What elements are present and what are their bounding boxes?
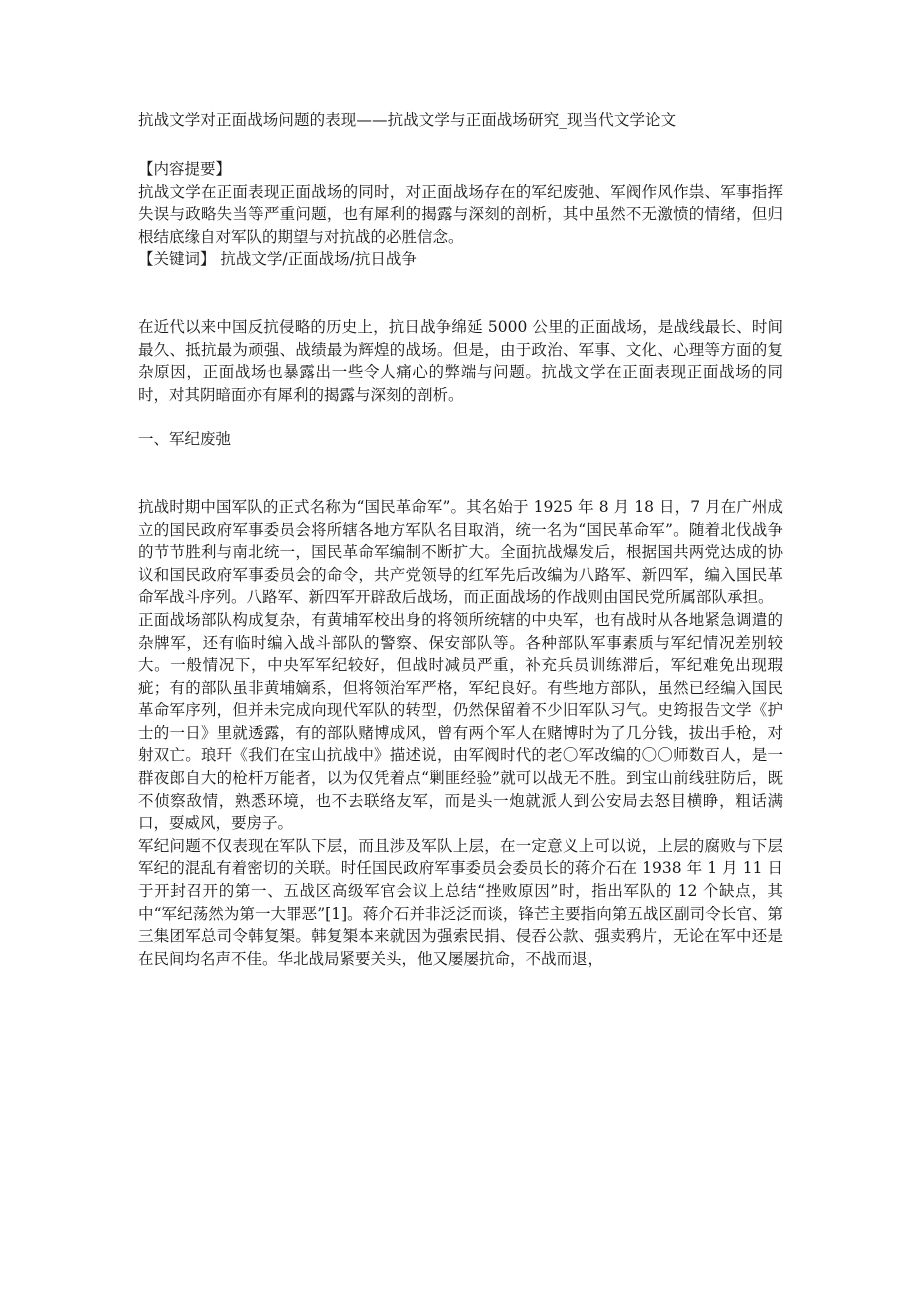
body-paragraph-2: 正面战场部队构成复杂，有黄埔军校出身的将领所统辖的中央军，也有战时从各地紧急调遣的杂牌军，还有临时编入战斗部队的警察、保安部队等。各种部队军事素质与军纪情况差别较大。一般情况下，中央军军纪较好，但战时减员严重，补充兵员训练滞后，军纪难免出现瑕疵；有的部队虽非黄埔嫡系，但将领治军严格，军纪良好。有些地方部队，虽然已经编入国民革命军序列，但并未完成向现代军队的转型，仍然保留着不少旧军队习气。史筠报告文学《护士的一日》里就透露，有的部队赌博成风，曾有两个军人在赌博时为了几分钱，拔出手枪，对射双亡。琅玕《我们在宝山抗战中》描述说，由军阀时代的老〇军改编的〇〇师数百人，是一群夜郎自大的枪杆万能者，以为仅凭着点“剿匪经验”就可以战无不胜。到宝山前线驻防后，既不侦察敌情，熟悉环境，也不去联络友军，而是头一炮就派人到公安局去怒目横睁，粗话满口，耍威风，要房子。 — [138, 610, 783, 833]
document-content — [138, 108, 783, 970]
abstract-label: 【内容提要】 — [138, 160, 232, 178]
abstract-block — [138, 158, 783, 271]
spacer-after-keywords — [138, 271, 783, 316]
spacer-after-heading — [138, 451, 783, 496]
section-heading-1: 一、军纪废弛 — [138, 430, 232, 449]
keywords-line: 【关键词】 抗战文学/正面战场/抗日战争 — [138, 250, 417, 269]
page-title: 抗战文学对正面战场问题的表现——抗战文学与正面战场研究_现当代文学论文 — [138, 111, 677, 129]
body-paragraph-1: 抗战时期中国军队的正式名称为“国民革命军”。其名始于 1925 年 8 月 18 日，7 月在广州成立的国民政府军事委员会将所辖各地方军队名目取消，统一名为“国民革命军”。随着北伐战争的节节胜利与南北统一，国民革命军编制不断扩大。全面抗战爆发后，根据国共两党达成的协议和国民政府军事委员会的命令，共产党领导的红军先后改编为八路军、新四军，编入国民革命军战斗序列。八路军、新四军开辟敌后战场，而正面战场的作战则由国民党所属部队承担。 — [138, 497, 783, 607]
spacer-before-heading — [138, 406, 783, 428]
body-paragraph-3: 军纪问题不仅表现在军队下层，而且涉及军队上层，在一定意义上可以说，上层的腐败与下层军纪的混乱有着密切的关联。时任国民政府军事委员会委员长的蒋介石在 1938 年 1 月 11 日于开封召开的第一、五战区高级军官会议上总结“挫败原因”时，指出军队的 12 个缺点，其中“军纪荡然为第一大罪恶”[1]。蒋介石并非泛泛而谈，锋芒主要指向第五战区副司令长官、第三集团军总司令韩复榘。韩复榘本来就因为强索民捐、侵吞公款、强卖鸦片，无论在军中还是在民间均名声不佳。华北战局紧要关头，他又屡屡抗命，不战而退， — [138, 836, 783, 968]
abstract-text: 抗战文学在正面表现正面战场的同时，对正面战场存在的军纪废弛、军阀作风作祟、军事指挥失误与政略失当等严重问题，也有犀利的揭露与深刻的剖析，其中虽然不无激愤的情绪，但归根结底缘自对军队的期望与对抗战的必胜信念。 — [138, 182, 783, 246]
intro-paragraph: 在近代以来中国反抗侵略的历史上，抗日战争绵延 5000 公里的正面战场，是战线最长、时间最久、抵抗最为顽强、战绩最为辉煌的战场。但是，由于政治、军事、文化、心理等方面的复杂原因，正面战场也暴露出一些令人痛心的弊端与问题。抗战文学在正面表现正面战场的同时，对其阴暗面亦有犀利的揭露与深刻的剖析。 — [138, 317, 783, 404]
